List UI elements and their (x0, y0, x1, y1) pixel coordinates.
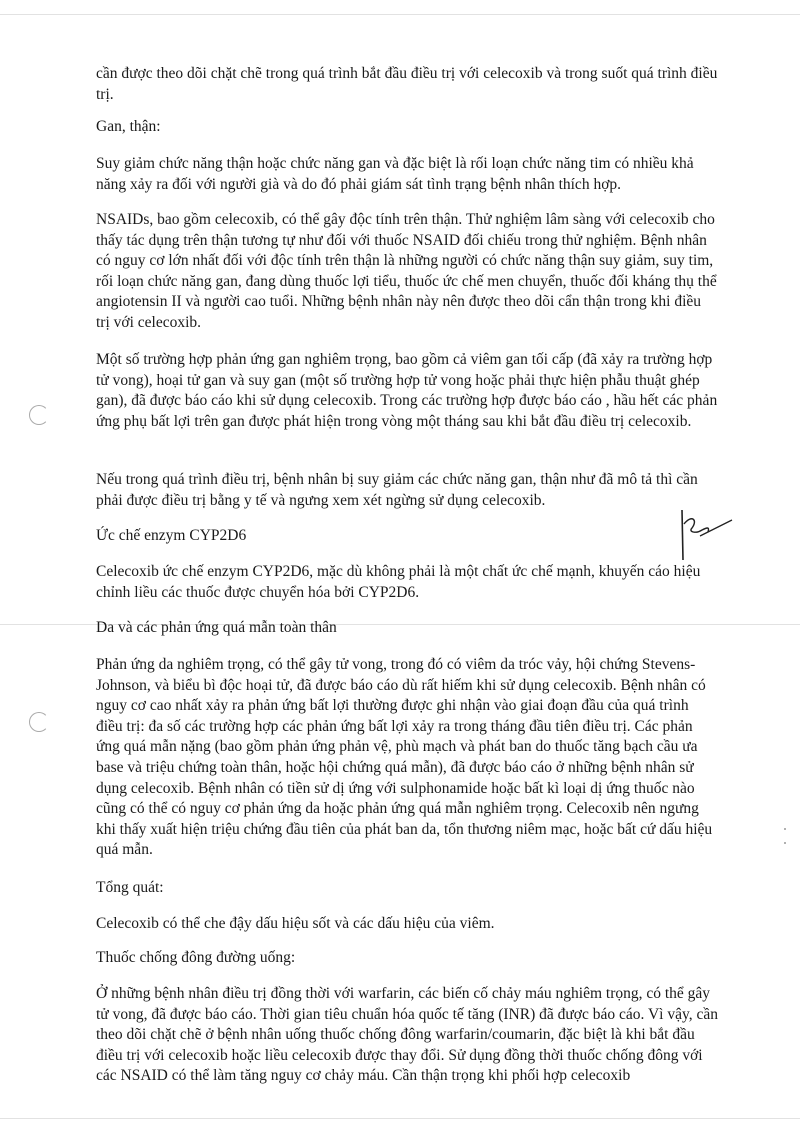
paragraph-hepatic-reactions: Một số trường hợp phản ứng gan nghiêm trọng, bao gồm cả viêm gan tối cấp (đã xảy ra trường hợp tử vong), hoại tử gan và suy gan (một số trường hợp tử vong hoặc phải thực hiện phẫu thuật ghép gan), đã được báo cáo khi sử dụng celecoxib. Trong các trường hợp được báo cáo , hầu hết các phản ứng phụ bất lợi trên gan được phát hiện trong vòng một tháng sau khi bắt đầu điều trị celecoxib. (96, 351, 718, 430)
heading-anticoagulants: Thuốc chống đông đường uống: (96, 949, 296, 966)
heading-cyp2d6: Ức chế enzym CYP2D6 (96, 527, 247, 544)
punch-hole-mark (29, 712, 49, 732)
paragraph-general: Celecoxib có thể che đậy dấu hiệu sốt và các dấu hiệu của viêm. (96, 915, 495, 932)
handwritten-initials-signature (670, 506, 740, 566)
heading-general: Tổng quát: (96, 879, 164, 896)
punch-hole-mark (29, 405, 49, 425)
paragraph-continuation: cần được theo dõi chặt chẽ trong quá trình bắt đầu điều trị với celecoxib và trong suốt quá trình điều trị. (96, 65, 718, 103)
scan-speck (784, 842, 786, 844)
scan-edge-line (0, 1118, 800, 1119)
paragraph-renal-toxicity: NSAIDs, bao gồm celecoxib, có thể gây độc tính trên thận. Thử nghiệm lâm sàng với celecoxib cho thấy tác dụng trên thận tương tự như đối với thuốc NSAID đối chiếu trong thử nghiệm. Bệnh nhân có nguy cơ lớn nhất đối với độc tính trên thận là những người có chức năng thận suy giảm, suy tim, rối loạn chức năng gan, đang dùng thuốc lợi tiểu, thuốc ức chế men chuyển, thuốc đối kháng thụ thể angiotensin II và người cao tuổi. Những bệnh nhân này nên được theo dõi cẩn thận trong khi điều trị với celecoxib. (96, 211, 717, 331)
paragraph-skin-reactions: Phản ứng da nghiêm trọng, có thể gây tử vong, trong đó có viêm da tróc vảy, hội chứng Stevens-Johnson, và biểu bì độc hoại tử, đã được báo cáo dù rất hiếm khi sử dụng celecoxib. Bệnh nhân có nguy cơ cao nhất xảy ra phản ứng bất lợi thường được ghi nhận vào giai đoạn đầu của quá trình điều trị: đa số các trường hợp các phản ứng bất lợi xảy ra trong tháng đầu tiên điều trị. Các phản ứng quá mẫn nặng (bao gồm phản ứng phản vệ, phù mạch và phát ban do thuốc tăng bạch cầu ưa base và triệu chứng toàn thân, hoặc hội chứng quá mẫn), đã được báo cáo ở những bệnh nhân sử dụng celecoxib. Bệnh nhân có tiền sử dị ứng với sulphonamide hoặc bất kì loại dị ứng thuốc nào cũng có thể có nguy cơ phản ứng da hoặc phản ứng quá mẫn nghiêm trọng. Celecoxib nên ngưng khi thấy xuất hiện triệu chứng đầu tiên của phát ban da, tổn thương niêm mạc, hoặc bất cứ dấu hiệu quá mẫn. (96, 656, 713, 859)
paragraph-organ-function: Suy giảm chức năng thận hoặc chức năng gan và đặc biệt là rối loạn chức năng tim có nhiều khả năng xảy ra đối với người già và do đó phải giám sát tình trạng bệnh nhân thích hợp. (96, 155, 694, 193)
scan-speck (784, 828, 786, 830)
paragraph-cyp2d6: Celecoxib ức chế enzym CYP2D6, mặc dù không phải là một chất ức chế mạnh, khuyến cáo hiệu chỉnh liều các thuốc được chuyển hóa bởi CYP2D6. (96, 563, 701, 601)
paragraph-treatment-advice: Nếu trong quá trình điều trị, bệnh nhân bị suy giảm các chức năng gan, thận như đã mô tả thì cần phải được điều trị bằng y tế và ngưng xem xét ngừng sử dụng celecoxib. (96, 471, 698, 509)
paragraph-anticoagulants: Ở những bệnh nhân điều trị đồng thời với warfarin, các biến cố chảy máu nghiêm trọng, có thể gây tử vong, đã được báo cáo. Thời gian tiêu chuẩn hóa quốc tế tăng (INR) đã được báo cáo. Vì vậy, cần theo dõi chặt chẽ ở bệnh nhân uống thuốc chống đông warfarin/coumarin, đặc biệt là khi bắt đầu điều trị với celecoxib hoặc liều celecoxib được thay đổi. Sử dụng đồng thời thuốc chống đông với các NSAID có thể làm tăng nguy cơ chảy máu. Cần thận trọng khi phối hợp celecoxib (96, 985, 718, 1085)
heading-liver-kidney: Gan, thận: (96, 118, 161, 135)
scan-edge-line (0, 14, 800, 15)
heading-skin-hypersensitivity: Da và các phản ứng quá mẫn toàn thân (96, 619, 337, 636)
